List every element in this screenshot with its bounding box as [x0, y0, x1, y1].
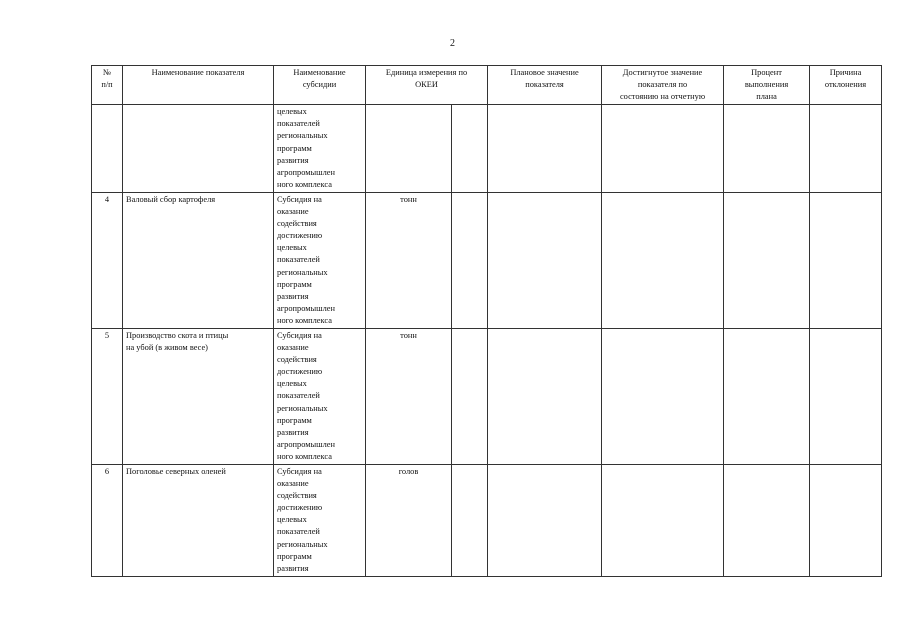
cell-planned: [488, 105, 602, 193]
table-row: [92, 328, 882, 464]
cell-subsidy: Субсидия на оказание содействия достижению целевых показателей региональных программ развития агропромышлен ного комплекса: [274, 192, 366, 328]
cell-unit: голов: [366, 465, 452, 577]
table-row: [92, 105, 882, 193]
header-subsidy: Наименование субсидии: [274, 66, 366, 105]
cell-num: 4: [92, 192, 123, 328]
header-planned: Плановое значение показателя: [488, 66, 602, 105]
table-row: [92, 192, 882, 328]
cell-indicator: Валовый сбор картофеля: [123, 192, 274, 328]
cell-reason: [810, 192, 882, 328]
cell-reason: [810, 465, 882, 577]
cell-achieved: [602, 192, 724, 328]
cell-percent: [724, 328, 810, 464]
cell-indicator: Производство скота и птицы на убой (в живом весе): [123, 328, 274, 464]
cell-planned: [488, 465, 602, 577]
cell-subsidy: Субсидия на оказание содействия достижению целевых показателей региональных программ развития агропромышлен ного комплекса: [274, 328, 366, 464]
cell-subsidy: Субсидия на оказание содействия достижению целевых показателей региональных программ развития: [274, 465, 366, 577]
header-num: № п/п: [92, 66, 123, 105]
cell-unit-code: [452, 328, 488, 464]
cell-percent: [724, 105, 810, 193]
cell-indicator: Поголовье северных оленей: [123, 465, 274, 577]
cell-percent: [724, 192, 810, 328]
indicator-report-table: [91, 65, 882, 577]
cell-num: [92, 105, 123, 193]
cell-achieved: [602, 465, 724, 577]
cell-num: 6: [92, 465, 123, 577]
cell-unit: [366, 105, 452, 193]
cell-reason: [810, 328, 882, 464]
cell-indicator: [123, 105, 274, 193]
cell-unit-code: [452, 192, 488, 328]
cell-planned: [488, 192, 602, 328]
cell-reason: [810, 105, 882, 193]
header-unit: Единица измерения по ОКЕИ: [366, 66, 488, 105]
header-percent: Процент выполнения плана: [724, 66, 810, 105]
cell-achieved: [602, 105, 724, 193]
table-header-row: [92, 66, 882, 105]
cell-planned: [488, 328, 602, 464]
cell-achieved: [602, 328, 724, 464]
header-achieved: Достигнутое значение показателя по состоянию на отчетную: [602, 66, 724, 105]
header-reason: Причина отклонения: [810, 66, 882, 105]
cell-subsidy: целевых показателей региональных программ развития агропромышлен ного комплекса: [274, 105, 366, 193]
cell-unit-code: [452, 465, 488, 577]
cell-percent: [724, 465, 810, 577]
page-number: 2: [450, 38, 455, 49]
cell-unit-code: [452, 105, 488, 193]
cell-num: 5: [92, 328, 123, 464]
table-row: [92, 465, 882, 577]
cell-unit: тонн: [366, 328, 452, 464]
header-indicator: Наименование показателя: [123, 66, 274, 105]
cell-unit: тонн: [366, 192, 452, 328]
